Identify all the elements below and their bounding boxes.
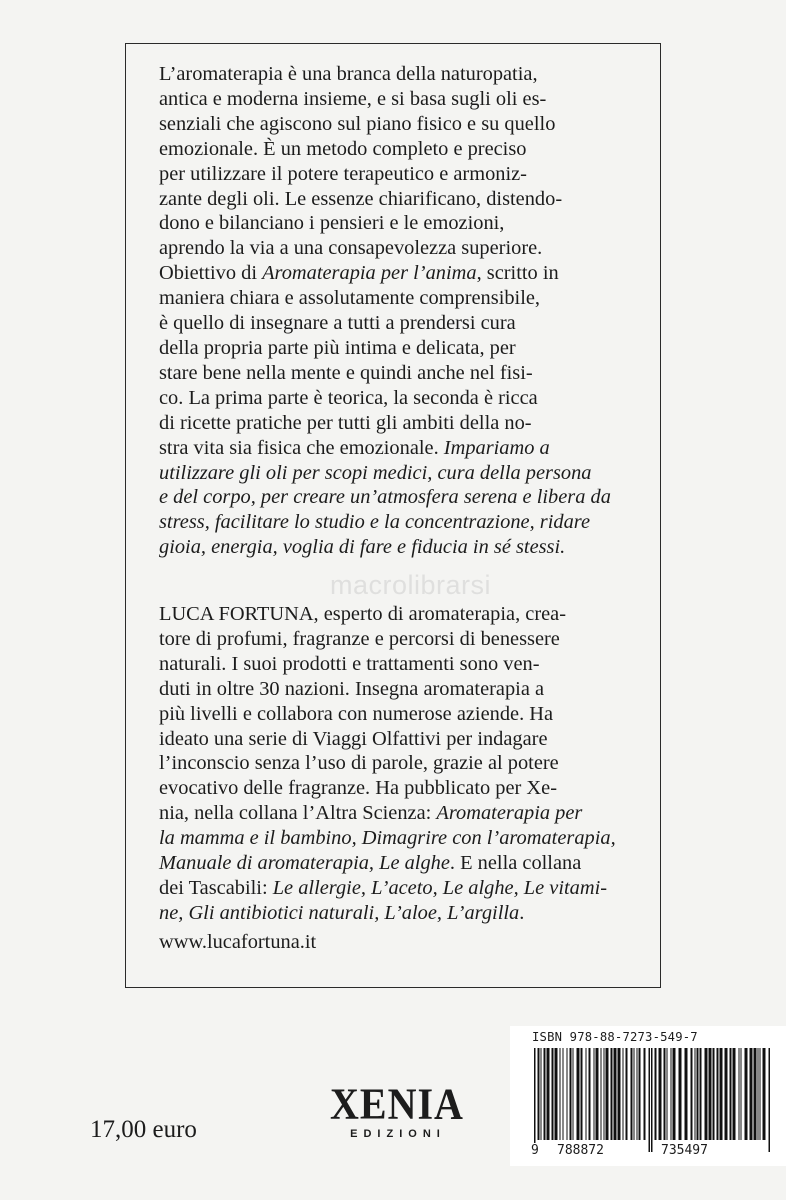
publisher-name: XENIA: [330, 1078, 464, 1129]
barcode-bar: [637, 1048, 638, 1140]
italic-segment: gioia, energia, voglia di fare e fiducia in sé stessi.: [159, 536, 566, 559]
barcode-bar: [538, 1048, 540, 1140]
barcode-bar: [651, 1048, 653, 1152]
barcode-bar: [618, 1048, 621, 1140]
text-segment: più livelli e collabora con numerose aziende. Ha: [159, 702, 554, 725]
barcode-bar: [606, 1048, 609, 1140]
barcode-bar: [705, 1048, 708, 1140]
italic-segment: utilizzare gli oli per scopi medici, cura della persona: [159, 461, 592, 484]
barcode-bar: [659, 1048, 662, 1140]
text-segment: .: [519, 901, 525, 924]
text-segment: evocativo delle fragranze. Ha pubblicato per Xe-: [159, 777, 557, 800]
barcode-bar: [673, 1048, 676, 1140]
barcode-bar: [567, 1048, 568, 1140]
text-line: [159, 751, 628, 776]
price-label: 17,00 euro: [90, 1116, 197, 1143]
barcode-bar: [570, 1048, 572, 1140]
text-segment: Obiettivo di: [159, 262, 263, 285]
text-segment: della propria parte più intima e delicata, per: [159, 336, 516, 359]
text-line: [159, 461, 628, 486]
barcode-bar: [691, 1048, 693, 1140]
italic-segment: la mamma e il bambino, Dimagrire con l’aromaterapia,: [159, 827, 616, 850]
italic-segment: Manuale di aromaterapia, Le alghe: [159, 852, 450, 875]
barcode-bar: [754, 1048, 757, 1140]
text-line: [159, 602, 628, 627]
barcode-digit-first: 9: [531, 1143, 539, 1158]
barcode-bar: [649, 1048, 651, 1152]
barcode-bar: [725, 1048, 728, 1140]
text-segment: naturali. I suoi prodotti e trattamenti sono ven-: [159, 652, 540, 675]
barcode-bar: [739, 1048, 740, 1140]
text-line: [159, 727, 628, 752]
text-line: [159, 137, 628, 162]
publisher-logo: [330, 1078, 464, 1140]
barcode-bars: [532, 1048, 772, 1152]
author-website[interactable]: www.lucafortuna.it: [159, 931, 317, 953]
barcode-bar: [563, 1048, 564, 1140]
barcode-bar: [763, 1048, 766, 1140]
text-segment: nia, nella collana l’Altra Scienza:: [159, 802, 437, 825]
barcode-bar: [623, 1048, 624, 1140]
barcode-bar: [560, 1048, 561, 1140]
text-segment: . E nella collana: [449, 852, 582, 875]
barcode-bar: [611, 1048, 613, 1140]
barcode-bar: [586, 1048, 587, 1140]
author-bio: [159, 602, 628, 926]
text-segment: è quello di insegnare a tutti a prendersi cura: [159, 312, 516, 335]
text-segment: co. La prima parte è teorica, la seconda è ricca: [159, 386, 538, 409]
text-line: [159, 211, 628, 236]
text-line: [159, 236, 628, 261]
barcode-bar: [733, 1048, 736, 1140]
text-line: [159, 510, 628, 535]
barcode-bar: [745, 1048, 748, 1140]
italic-segment: ne, Gli antibiotici naturali, L’aloe, L’argilla: [159, 901, 520, 924]
text-line: [159, 436, 628, 461]
barcode-bar: [713, 1048, 715, 1140]
watermark: macrolibrarsi: [330, 570, 492, 600]
italic-segment: stress, facilitare lo studio e la concentrazione, ridare: [159, 511, 590, 534]
book-blurb: [159, 62, 628, 560]
text-segment: tore di profumi, fragranze e percorsi di benessere: [159, 627, 560, 650]
text-line: [159, 535, 628, 560]
barcode-bar: [667, 1048, 668, 1140]
text-line: [159, 677, 628, 702]
barcode-bar: [664, 1048, 666, 1140]
text-line: [159, 485, 628, 510]
barcode-bar: [717, 1048, 719, 1140]
text-segment: antica e moderna insieme, e si basa sugli oli es-: [159, 87, 547, 110]
text-segment: emozionale. È un metodo completo e preciso: [159, 137, 527, 160]
text-line: [159, 87, 628, 112]
italic-segment: e del corpo, per creare un’atmosfera serena e libera da: [159, 486, 611, 509]
barcode-bar: [552, 1048, 554, 1140]
text-line: [159, 826, 628, 851]
barcode-bar: [695, 1048, 696, 1140]
text-segment: aprendo la via a una consapevolezza superiore.: [159, 237, 543, 260]
barcode-bar: [760, 1048, 761, 1140]
barcode-bar: [679, 1048, 682, 1140]
italic-segment: Le allergie, L’aceto, Le alghe, Le vitami-: [272, 876, 608, 899]
text-line: [159, 386, 628, 411]
barcode-bar: [573, 1048, 574, 1140]
barcode-bar: [596, 1048, 599, 1140]
text-line: [159, 112, 628, 137]
barcode-bar: [639, 1048, 641, 1140]
text-segment: maniera chiara e assolutamente comprensibile,: [159, 287, 541, 310]
barcode-bar: [644, 1048, 646, 1140]
barcode-bar: [577, 1048, 580, 1140]
text-segment: L’aromaterapia è una branca della naturopatia,: [159, 63, 538, 85]
text-line: [159, 702, 628, 727]
text-segment: di ricette pratiche per tutti gli ambiti della no-: [159, 411, 532, 434]
barcode-bar: [589, 1048, 591, 1140]
isbn-barcode: [510, 1026, 786, 1166]
text-segment: LUCA FORTUNA, esperto di aromaterapia, crea-: [159, 603, 567, 625]
text-segment: per utilizzare il potere terapeutico e armoniz-: [159, 162, 527, 185]
barcode-bar: [700, 1048, 702, 1140]
barcode-bar: [544, 1048, 546, 1140]
isbn-text: ISBN 978-88-7273-549-7: [532, 1030, 698, 1044]
text-segment: dei Tascabili:: [159, 876, 273, 899]
barcode-bar: [604, 1048, 605, 1140]
barcode-bar: [626, 1048, 628, 1140]
barcode-bar: [769, 1048, 771, 1152]
text-line: [159, 901, 628, 926]
italic-segment: Aromaterapia per: [436, 802, 583, 825]
italic-segment: Aromaterapia per l’anima: [262, 262, 477, 285]
barcode-bar: [601, 1048, 602, 1140]
text-line: [159, 62, 628, 87]
text-line: [159, 801, 628, 826]
barcode-bar: [541, 1048, 542, 1140]
barcode-bar: [631, 1048, 633, 1140]
text-line: [159, 336, 628, 361]
barcode-digits-right: 735497: [661, 1143, 708, 1158]
text-segment: duti in oltre 30 nazioni. Insegna aromaterapia a: [159, 677, 545, 700]
barcode-bar: [709, 1048, 712, 1140]
text-line: [159, 311, 628, 336]
text-line: [159, 411, 628, 436]
text-line: [159, 162, 628, 187]
text-line: [159, 851, 628, 876]
text-line: [159, 261, 628, 286]
barcode-bar: [697, 1048, 699, 1140]
barcode-bar: [730, 1048, 732, 1140]
text-line: [159, 187, 628, 212]
barcode-bar: [634, 1048, 635, 1140]
barcode-bar: [547, 1048, 550, 1140]
text-segment: , scritto in: [476, 262, 559, 285]
barcode-bar: [741, 1048, 742, 1140]
barcode-bar: [555, 1048, 558, 1140]
text-segment: dono e bilanciano i pensieri e le emozioni,: [159, 212, 505, 235]
text-segment: senziali che agiscono sul piano fisico e su quello: [159, 112, 556, 135]
text-segment: zante degli oli. Le essenze chiarificano, distendo-: [159, 187, 563, 210]
text-line: [159, 876, 628, 901]
text-line: [159, 776, 628, 801]
publisher-subtitle: EDIZIONI: [350, 1128, 446, 1140]
text-line: [159, 286, 628, 311]
text-line: [159, 361, 628, 386]
barcode-bar: [685, 1048, 688, 1140]
text-line: [159, 652, 628, 677]
barcode-bar: [581, 1048, 583, 1140]
italic-segment: Impariamo a: [443, 436, 550, 459]
barcode-bar: [594, 1048, 595, 1140]
text-segment: ideato una serie di Viaggi Olfattivi per indagare: [159, 727, 548, 750]
barcode-bar: [614, 1048, 617, 1140]
text-segment: l’inconscio senza l’uso di parole, grazie al potere: [159, 752, 559, 775]
barcode-bar: [671, 1048, 672, 1140]
barcode-bar: [720, 1048, 723, 1140]
barcode-bar: [534, 1048, 536, 1152]
text-segment: stra vita sia fisica che emozionale.: [159, 436, 444, 459]
barcode-digits-left: 788872: [557, 1143, 604, 1158]
barcode-bar: [655, 1048, 657, 1140]
text-segment: stare bene nella mente e quindi anche nel fisi-: [159, 361, 533, 384]
barcode-bar: [750, 1048, 753, 1140]
text-line: [159, 627, 628, 652]
barcode-bar: [758, 1048, 759, 1140]
